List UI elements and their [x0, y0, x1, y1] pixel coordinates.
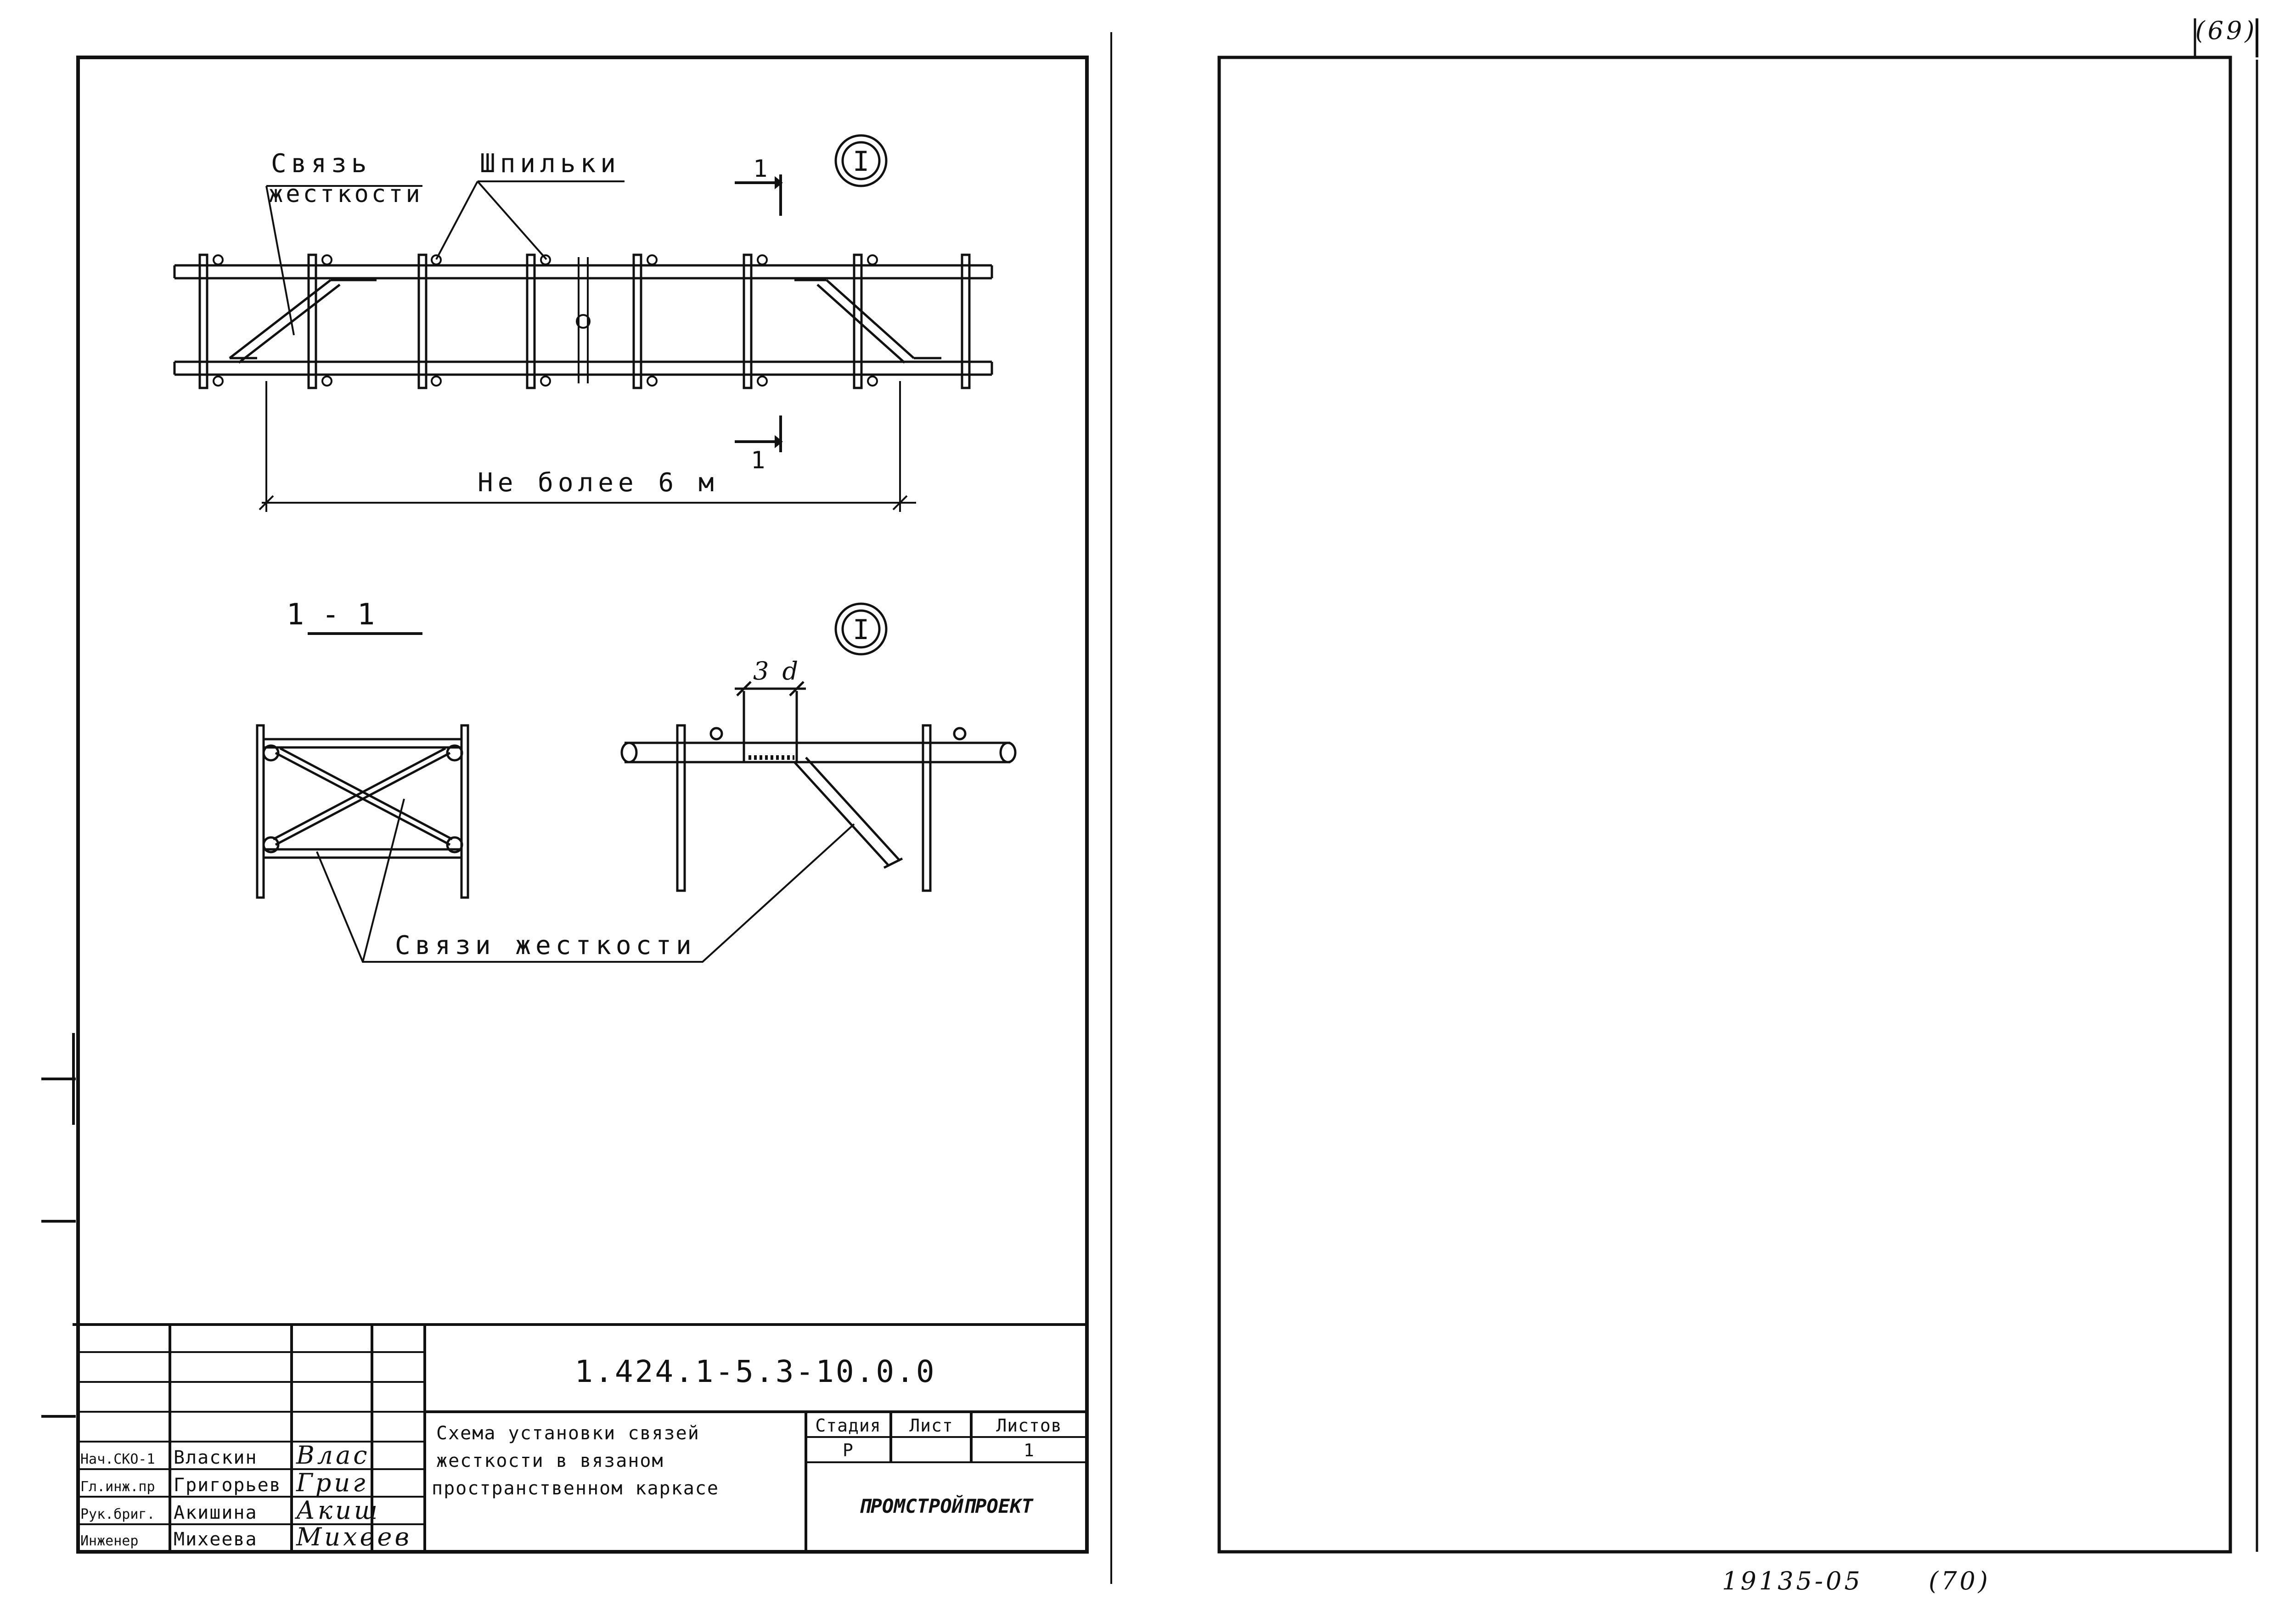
dimension-label: Не более 6 м: [478, 468, 719, 498]
title-line-1: Схема установки связей: [436, 1423, 700, 1444]
sheets-value: 1: [1024, 1440, 1035, 1460]
staff-role: Гл.инж.пр: [80, 1479, 155, 1495]
staff-row-3: [80, 1496, 380, 1525]
node-dimension: 3 d: [753, 657, 801, 685]
label-rigidity-line1: Связь: [271, 149, 371, 179]
section-cut-marks: [735, 174, 781, 452]
label-pins: Шпильки: [480, 149, 621, 179]
rigidity-brace-left: [230, 280, 377, 363]
staff-role: Рук.бриг.: [80, 1506, 155, 1522]
left-sheet-frame: [78, 57, 1087, 1552]
sheet-number: (69): [2195, 16, 2257, 45]
document-code: 1.424.1-5.3-10.0.0: [574, 1354, 936, 1389]
node-ref-plan: I: [852, 146, 870, 178]
title-line-3: пространственном каркасе: [432, 1478, 719, 1499]
stage-value: Р: [843, 1440, 854, 1460]
longitudinal-bar-top: [174, 265, 992, 278]
archive-number: 19135-05: [1722, 1566, 1863, 1595]
section-title: 1 - 1: [286, 598, 375, 632]
longitudinal-bar-bottom: [174, 362, 992, 375]
label-rigidity-line2: жесткости: [269, 180, 423, 208]
staff-name: Михеева: [174, 1529, 258, 1550]
node-detail: [622, 604, 1015, 891]
sheet-header: Лист: [909, 1415, 953, 1436]
staff-signature: Михеев: [296, 1522, 412, 1551]
pins: [214, 255, 877, 386]
staff-row-2: [80, 1468, 368, 1497]
stage-header: Стадия: [815, 1415, 881, 1436]
section-mark-top: 1: [753, 155, 768, 183]
sheets-header: Листов: [996, 1415, 1062, 1436]
staff-signature: Влас: [296, 1441, 370, 1470]
right-sheet-frame: [1219, 57, 2230, 1552]
title-line-2: жесткости в вязаном: [436, 1450, 664, 1471]
staff-row-4: [80, 1522, 412, 1551]
node-ref-section: I: [852, 614, 870, 646]
staff-name: Акишина: [174, 1502, 258, 1523]
transverse-bars: [200, 255, 969, 388]
page-ref: (70): [1929, 1566, 1991, 1595]
staff-role: Инженер: [80, 1533, 139, 1549]
staff-row-1: [80, 1441, 370, 1470]
staff-role: Нач.СКО-1: [80, 1451, 155, 1467]
sheet-number-box: [2195, 16, 2257, 57]
organization: ПРОМСТРОЙПРОЕКТ: [859, 1495, 1033, 1517]
label-rigidity-plural: Связи жесткости: [395, 931, 696, 960]
bar-joint: [577, 257, 590, 383]
section-mark-bottom: 1: [751, 447, 765, 474]
staff-signature: Григ: [296, 1468, 368, 1497]
binding-ticks: [41, 1033, 76, 1416]
cross-section-frame: [257, 725, 468, 898]
staff-name: Григорьев: [174, 1475, 281, 1496]
staff-name: Власкин: [174, 1447, 258, 1468]
staff-signature: Акиш: [296, 1496, 381, 1525]
rigidity-brace-right: [794, 280, 941, 363]
